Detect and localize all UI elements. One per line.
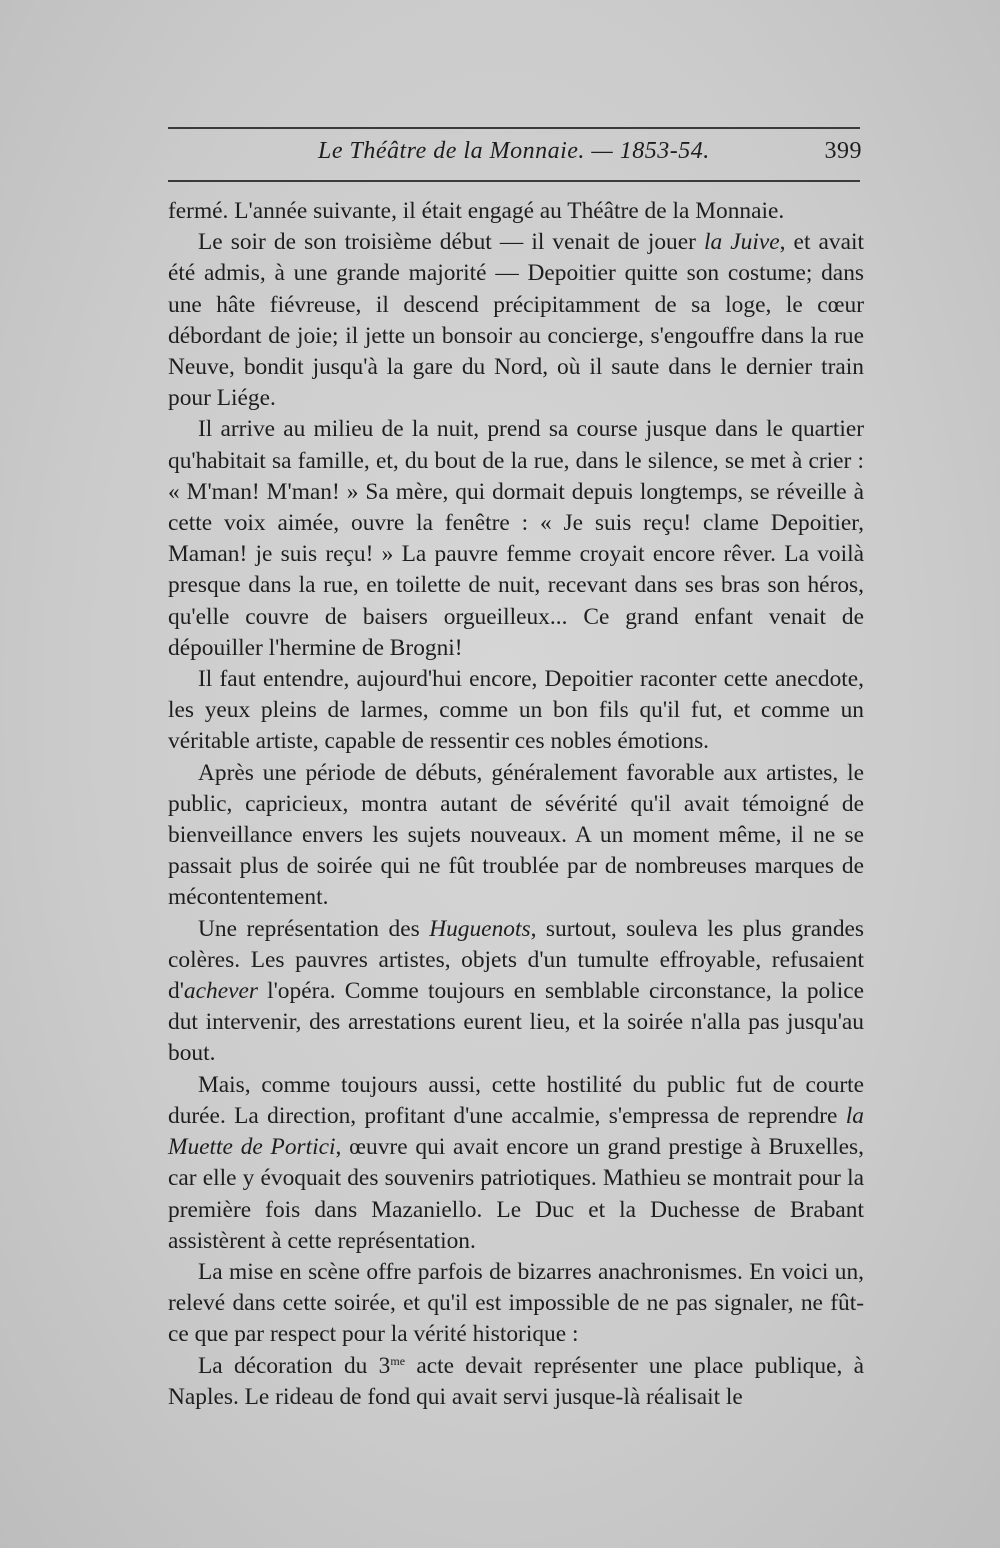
paragraph-text: , surtout, souleva les plus grandes colères. Les pauvres artistes, objets d'un tumulte effroyable, refusaient d' bbox=[168, 915, 864, 1005]
emphasis: achever bbox=[183, 978, 258, 1005]
paragraph-text: acte devait représenter une place publique, à Naples. Le rideau de fond qui avait servi jusque-là réalisait le bbox=[168, 1352, 864, 1410]
running-header bbox=[168, 138, 864, 168]
paragraph-9 bbox=[168, 1351, 864, 1413]
ordinal-superscript: me bbox=[390, 1353, 406, 1368]
paragraph-4 bbox=[168, 664, 864, 758]
paragraph-text: Il faut entendre, aujourd'hui encore, Depoitier raconter cette anecdote, les yeux pleins de larmes, comme un bon fils qu'il fut, et comme un véritable artiste, capable de ressentir ces nobles émotions. bbox=[168, 666, 864, 755]
paragraph-text: Mais, comme toujours aussi, cette hostilité du public fut de courte durée. La direction, profitant d'une accalmie, s'empressa de reprendre bbox=[168, 1071, 864, 1129]
paragraph-6 bbox=[168, 914, 864, 1070]
paragraph-5 bbox=[168, 758, 864, 914]
body-text bbox=[168, 196, 864, 1413]
paragraph-text: La décoration du 3 bbox=[198, 1352, 391, 1379]
paragraph-2 bbox=[168, 227, 864, 414]
paragraph-text: Une représentation des bbox=[198, 915, 430, 942]
running-title: Le Théâtre de la Monnaie. — 1853-54. bbox=[318, 138, 710, 164]
header-top-rule bbox=[168, 127, 860, 129]
header-bottom-rule bbox=[168, 180, 860, 182]
paragraph-text: La mise en scène offre parfois de bizarres anachronismes. En voici un, relevé dans cette soirée, et qu'il est impossible de ne pas signaler, ne fût-ce que par respect pour la vérité historique : bbox=[168, 1258, 864, 1348]
paragraph-7 bbox=[168, 1070, 864, 1257]
paragraph-text: , et avait été admis, à une grande majorité — Depoitier quitte son costume; dans une hâte fiévreuse, il descend précipitamment de sa loge, le cœur débordant de joie; il jette un bonsoir au concierge, s'engouffre dans la rue Neuve, bondit jusqu'à la gare du Nord, où il saute dans le dernier train pour Liége. bbox=[168, 229, 864, 412]
paragraph-text: l'opéra. Comme toujours en semblable circonstance, la police dut intervenir, des arrestations eurent lieu, et la soirée n'alla pas jusqu'au bout. bbox=[168, 978, 864, 1067]
paragraph-text: Il arrive au milieu de la nuit, prend sa course jusque dans le quartier qu'habitait sa famille, et, du bout de la rue, dans le silence, se met à crier : « M'man! M'man! » Sa mère, qui dormait depuis longtemps, se réveille à cette voix aimée, ouvre la fenêtre : « Je suis reçu! clame Depoitier, Maman! je suis reçu! » La pauvre femme croyait encore rêver. La voilà presque dans la rue, en toilette de nuit, recevant dans ses bras son héros, qu'elle couvre de baisers orgueilleux... Ce grand enfant venait de dépouiller l'hermine de Brogni! bbox=[168, 416, 864, 661]
opera-title: la Juive bbox=[704, 229, 780, 256]
paragraph-text: Après une période de débuts, généralement favorable aux artistes, le public, capricieux, montra autant de sévérité qu'il avait témoigné de bienveillance envers les sujets nouveaux. A un moment même, il ne se passait plus de soirée qui ne fût troublée par de nombreuses marques de mécontentement. bbox=[168, 759, 864, 911]
opera-title: la Muette de Portici bbox=[168, 1102, 864, 1161]
paragraph-8 bbox=[168, 1257, 864, 1351]
paragraph-1 bbox=[168, 196, 864, 227]
page-number: 399 bbox=[824, 138, 862, 164]
paragraph-text: fermé. L'année suivante, il était engagé au Théâtre de la Monnaie. bbox=[168, 198, 785, 224]
paragraph-text: Le soir de son troisième début — il venait de jouer bbox=[198, 229, 704, 256]
paragraph-3 bbox=[168, 414, 864, 664]
paragraph-text: , œuvre qui avait encore un grand prestige à Bruxelles, car elle y évoquait des souvenirs patriotiques. Mathieu se montrait pour la première fois dans Mazaniello. Le Duc et la Duchesse de Brabant assistèrent à cette représentation. bbox=[168, 1134, 864, 1254]
opera-title: Huguenots bbox=[429, 915, 531, 942]
